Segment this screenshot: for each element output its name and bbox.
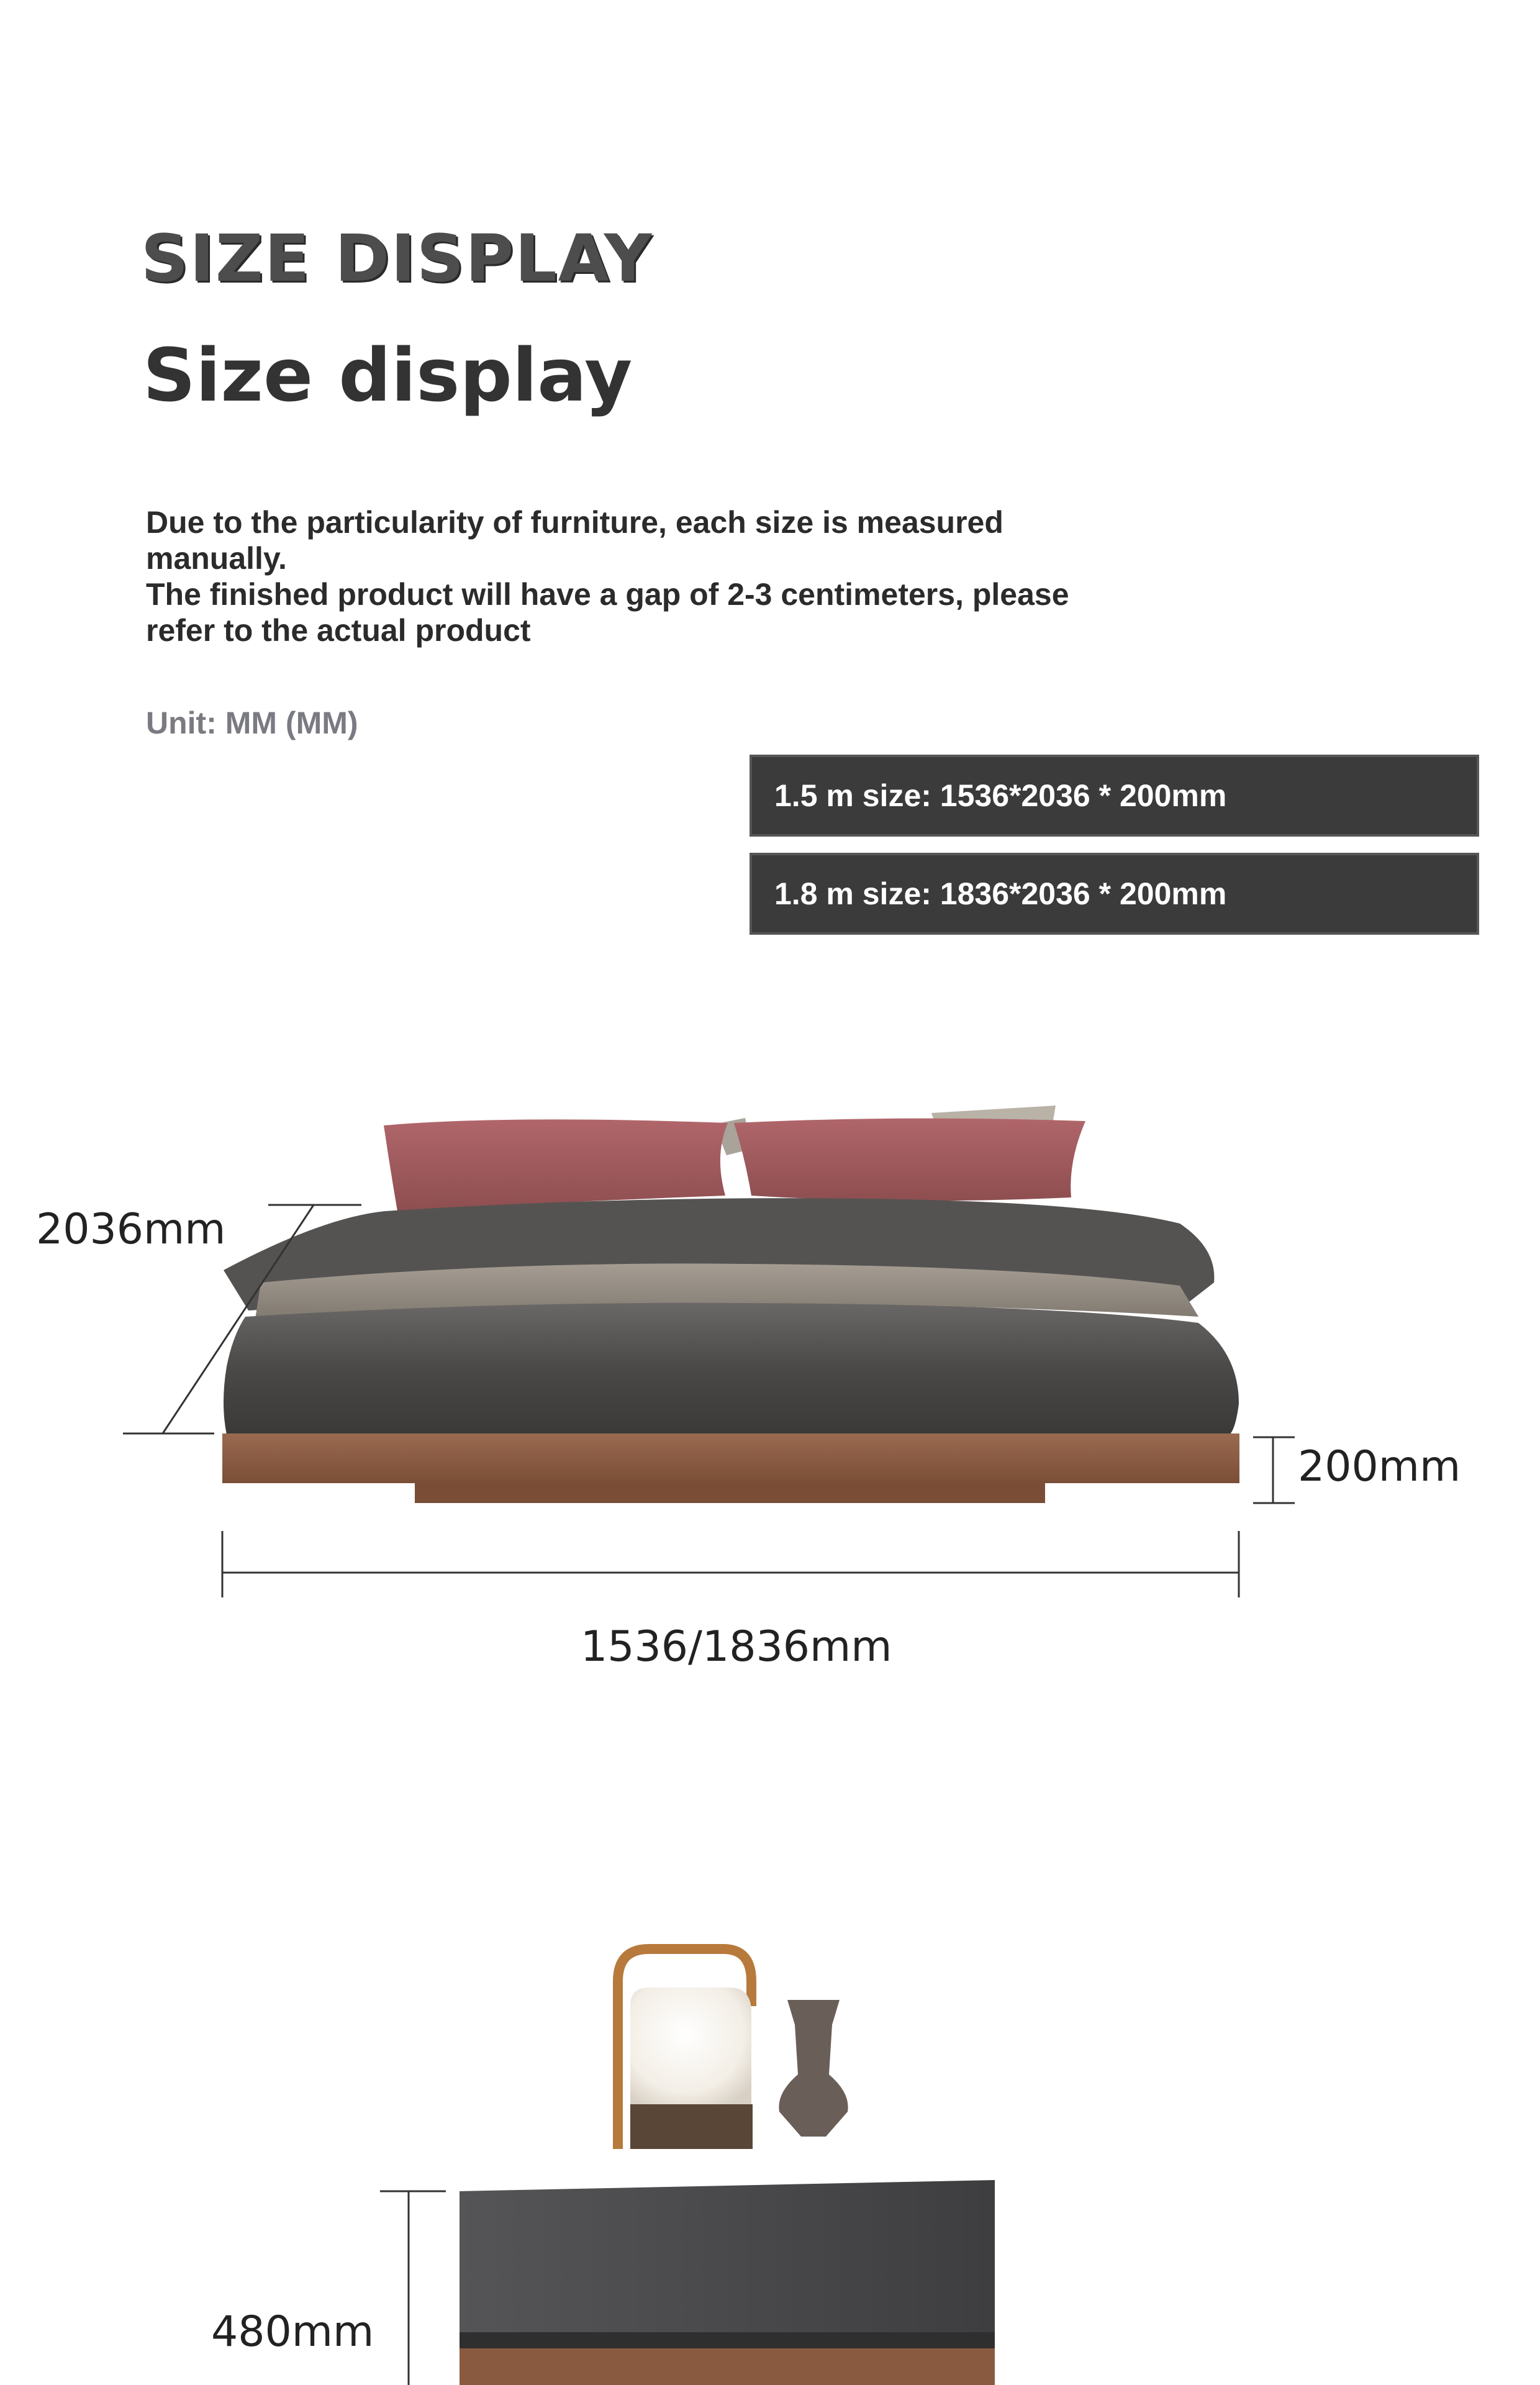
nightstand-height-dimension <box>380 2191 446 2385</box>
size-option-1-5m <box>750 755 1479 837</box>
description-line: manually. <box>146 541 287 576</box>
unit-label: Unit: MM (MM) <box>146 706 358 740</box>
pillow-left <box>384 1119 728 1211</box>
bed-illustration <box>0 1056 1540 1677</box>
width-dimension <box>222 1531 1239 1597</box>
nightstand-top <box>460 2180 995 2335</box>
lamp-shade <box>630 1988 751 2106</box>
nightstand-drawer <box>460 2348 995 2385</box>
bed-base <box>415 1483 1045 1503</box>
description-line: The finished product will have a gap of 2-3 centimeters, please <box>146 577 1069 612</box>
size-option-label: 1.8 m size: 1836*2036 * 200mm <box>774 876 1227 911</box>
size-option-1-8m <box>750 853 1479 935</box>
description-line: Due to the particularity of furniture, each size is measured <box>146 505 1003 540</box>
bed-width-label: 1536/1836mm <box>581 1622 892 1671</box>
page-title: Size display <box>143 332 633 418</box>
size-option-label: 1.5 m size: 1536*2036 * 200mm <box>774 778 1227 813</box>
description-line: refer to the actual product <box>146 613 531 648</box>
height-dimension <box>1253 1437 1295 1503</box>
lamp-base <box>630 2104 753 2149</box>
bed-height-label: 200mm <box>1298 1442 1461 1491</box>
bed-frame <box>222 1433 1239 1483</box>
bed-length-label: 2036mm <box>36 1205 226 1254</box>
pillow-right <box>734 1119 1085 1201</box>
mattress <box>224 1303 1239 1435</box>
nightstand-height-label: 480mm <box>211 2307 374 2356</box>
section-title-english: SIZE DISPLAY <box>140 220 653 296</box>
description <box>146 504 1115 648</box>
vase <box>779 2000 848 2137</box>
nightstand-divider <box>460 2332 995 2348</box>
